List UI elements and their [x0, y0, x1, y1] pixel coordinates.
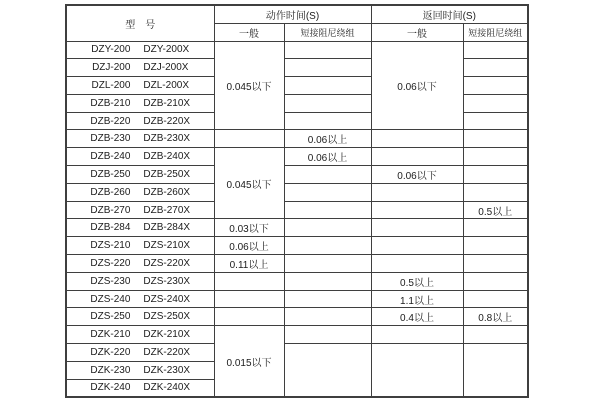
return-damping-cell	[463, 255, 528, 273]
return-damping-cell	[463, 219, 528, 237]
action-general-cell: 0.03以下	[214, 219, 284, 237]
header-return-damping: 短接阻尼绕组	[463, 23, 528, 41]
return-damping-cell: 0.5以上	[463, 201, 528, 219]
model-cell	[66, 94, 214, 112]
return-general-cell	[371, 183, 463, 201]
table-row	[66, 308, 528, 326]
model-cell	[66, 344, 214, 362]
model-name: DZK-210	[90, 329, 131, 341]
action-general-cell: 0.015以下	[214, 326, 284, 397]
model-name-x: DZS-230X	[143, 275, 191, 287]
action-damping-cell	[284, 201, 371, 219]
model-name: DZY-200	[91, 44, 131, 56]
model-name-x: DZK-220X	[143, 346, 191, 358]
action-damping-cell	[284, 94, 371, 112]
model-cell	[66, 166, 214, 184]
return-damping-cell	[463, 94, 528, 112]
return-general-cell	[371, 201, 463, 219]
return-damping-cell	[463, 148, 528, 166]
model-cell	[66, 112, 214, 130]
action-damping-cell: 0.06以上	[284, 148, 371, 166]
model-name: DZB-230	[90, 133, 131, 145]
model-name-x: DZS-240X	[143, 293, 191, 305]
action-damping-cell: 0.06以上	[284, 130, 371, 148]
return-damping-cell	[463, 344, 528, 397]
model-name: DZJ-200	[92, 62, 131, 74]
return-damping-cell	[463, 59, 528, 77]
return-damping-cell: 0.8以上	[463, 308, 528, 326]
model-name: DZB-240	[90, 151, 131, 163]
action-damping-cell	[284, 344, 371, 397]
action-damping-cell	[284, 326, 371, 344]
table-row	[66, 201, 528, 219]
action-damping-cell	[284, 290, 371, 308]
model-name-x: DZB-240X	[143, 151, 191, 163]
model-name-x: DZK-230X	[143, 364, 191, 376]
model-cell	[66, 290, 214, 308]
return-general-cell: 0.06以下	[371, 41, 463, 130]
model-cell	[66, 130, 214, 148]
header-row-1	[66, 5, 528, 23]
return-general-cell	[371, 130, 463, 148]
action-damping-cell	[284, 183, 371, 201]
return-general-cell	[371, 255, 463, 273]
model-cell	[66, 219, 214, 237]
relay-spec-table	[65, 4, 529, 398]
header-action-damping: 短接阻尼绕组	[284, 23, 371, 41]
table-row	[66, 326, 528, 344]
model-name: DZS-230	[90, 275, 131, 287]
model-cell	[66, 255, 214, 273]
model-name-x: DZY-200X	[143, 44, 190, 56]
return-damping-cell	[463, 166, 528, 184]
return-damping-cell	[463, 326, 528, 344]
return-general-cell	[371, 148, 463, 166]
model-name: DZB-260	[90, 186, 131, 198]
model-cell	[66, 272, 214, 290]
model-name: DZS-220	[90, 257, 131, 269]
action-damping-cell	[284, 237, 371, 255]
table-body	[66, 41, 528, 397]
model-name-x: DZB-260X	[143, 186, 191, 198]
header-return-general: 一般	[371, 23, 463, 41]
header-action-time: 动作时间(S)	[214, 5, 371, 23]
header-return-time: 返回时间(S)	[371, 5, 528, 23]
model-cell	[66, 148, 214, 166]
model-name-x: DZB-210X	[143, 97, 191, 109]
return-general-cell	[371, 326, 463, 344]
return-damping-cell	[463, 272, 528, 290]
model-cell	[66, 201, 214, 219]
table-row	[66, 272, 528, 290]
return-damping-cell	[463, 183, 528, 201]
return-general-cell: 0.06以下	[371, 166, 463, 184]
model-cell	[66, 308, 214, 326]
model-name: DZB-250	[90, 168, 131, 180]
model-cell	[66, 379, 214, 397]
model-name-x: DZJ-200X	[143, 62, 189, 74]
model-name-x: DZK-210X	[143, 329, 191, 341]
model-cell	[66, 77, 214, 95]
table-row	[66, 290, 528, 308]
header-model: 型 号	[66, 5, 214, 41]
return-damping-cell	[463, 290, 528, 308]
table-header	[66, 5, 528, 41]
action-damping-cell	[284, 166, 371, 184]
table-row	[66, 166, 528, 184]
model-name-x: DZS-220X	[143, 257, 191, 269]
return-general-cell: 0.5以上	[371, 272, 463, 290]
model-name: DZK-220	[90, 346, 131, 358]
table-row	[66, 183, 528, 201]
model-name-x: DZB-220X	[143, 115, 191, 127]
return-general-cell: 0.4以上	[371, 308, 463, 326]
action-general-cell	[214, 130, 284, 148]
model-name: DZL-200	[91, 79, 131, 91]
return-general-cell	[371, 219, 463, 237]
model-name: DZB-284	[90, 222, 131, 234]
return-general-cell: 1.1以上	[371, 290, 463, 308]
model-cell	[66, 183, 214, 201]
table-row	[66, 148, 528, 166]
return-general-cell	[371, 237, 463, 255]
return-damping-cell	[463, 112, 528, 130]
model-name-x: DZL-200X	[143, 79, 189, 91]
table-row	[66, 41, 528, 59]
return-damping-cell	[463, 237, 528, 255]
return-damping-cell	[463, 77, 528, 95]
action-general-cell	[214, 272, 284, 290]
model-cell	[66, 237, 214, 255]
model-cell	[66, 59, 214, 77]
action-general-cell: 0.06以上	[214, 237, 284, 255]
model-name-x: DZB-230X	[143, 133, 191, 145]
table-row	[66, 255, 528, 273]
action-damping-cell	[284, 59, 371, 77]
model-name: DZS-250	[90, 311, 131, 323]
action-damping-cell	[284, 255, 371, 273]
return-damping-cell	[463, 130, 528, 148]
table-row	[66, 344, 528, 362]
action-general-cell: 0.045以下	[214, 41, 284, 130]
action-damping-cell	[284, 272, 371, 290]
model-cell	[66, 361, 214, 379]
action-damping-cell	[284, 112, 371, 130]
table-row	[66, 130, 528, 148]
model-name-x: DZS-250X	[143, 311, 191, 323]
table-row	[66, 237, 528, 255]
header-action-general: 一般	[214, 23, 284, 41]
model-name-x: DZB-284X	[143, 222, 191, 234]
model-name: DZB-270	[90, 204, 131, 216]
model-cell	[66, 41, 214, 59]
model-name: DZK-240	[90, 382, 131, 394]
action-damping-cell	[284, 219, 371, 237]
model-name-x: DZB-250X	[143, 168, 191, 180]
model-name: DZS-210	[90, 240, 131, 252]
model-name: DZB-210	[90, 97, 131, 109]
model-name: DZK-230	[90, 364, 131, 376]
action-general-cell: 0.045以下	[214, 148, 284, 219]
model-name-x: DZK-240X	[143, 382, 191, 394]
return-general-cell	[371, 344, 463, 397]
model-name-x: DZS-210X	[143, 240, 191, 252]
action-general-cell	[214, 308, 284, 326]
model-cell	[66, 326, 214, 344]
action-damping-cell	[284, 41, 371, 59]
model-name: DZB-220	[90, 115, 131, 127]
action-general-cell: 0.11以上	[214, 255, 284, 273]
table-row	[66, 219, 528, 237]
action-damping-cell	[284, 308, 371, 326]
model-name: DZS-240	[90, 293, 131, 305]
action-damping-cell	[284, 77, 371, 95]
return-damping-cell	[463, 41, 528, 59]
action-general-cell	[214, 290, 284, 308]
model-name-x: DZB-270X	[143, 204, 191, 216]
